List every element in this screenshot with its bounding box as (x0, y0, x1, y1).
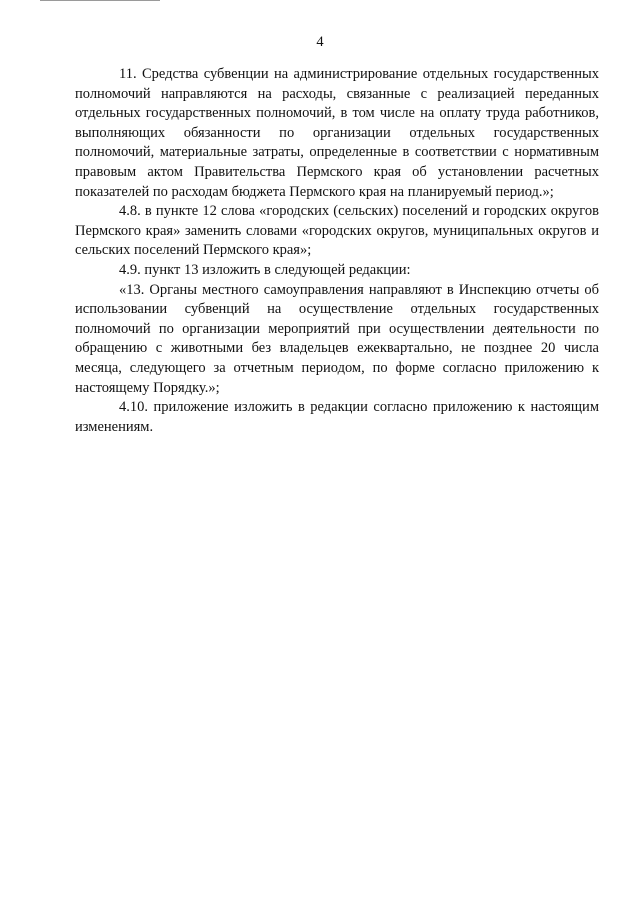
document-body (75, 65, 599, 437)
page-number: 4 (316, 34, 324, 50)
paragraph-item-13: «13. Органы местного самоуправления направляют в Инспекцию отчеты об использовании субвенций на осуществление отдельных государственных полномочий по организации мероприятий при осуществлении деятельности по обращению с животными без владельцев ежеквартально, не позднее 20 числа месяца, следующего за отчетным периодом, по форме согласно приложению к настоящему Порядку.»; (75, 281, 599, 396)
paragraph-4-10: 4.10. приложение изложить в редакции согласно приложению к настоящим изменениям. (75, 399, 599, 435)
paragraph-4-8: 4.8. в пункте 12 слова «городских (сельских) поселений и городских округов Пермского края» заменить словами «городских округов, муниципальных округов и сельских поселений Пермского края»; (75, 203, 599, 259)
top-edge-rule (40, 0, 160, 1)
paragraph-4-9: 4.9. пункт 13 изложить в следующей редакции: (119, 261, 411, 278)
paragraph-item-11: 11. Средства субвенции на администрирование отдельных государственных полномочий направляются на расходы, связанные с реализацией переданных отдельных государственных полномочий, в том числе на оплату труда работников, выполняющих обязанности по организации отдельных государственных полномочий, материальные затраты, определенные в соответствии с нормативным правовым актом Правительства Пермского края об установлении расчетных показателей по расходам бюджета Пермского края на планируемый период.»; (75, 66, 599, 200)
